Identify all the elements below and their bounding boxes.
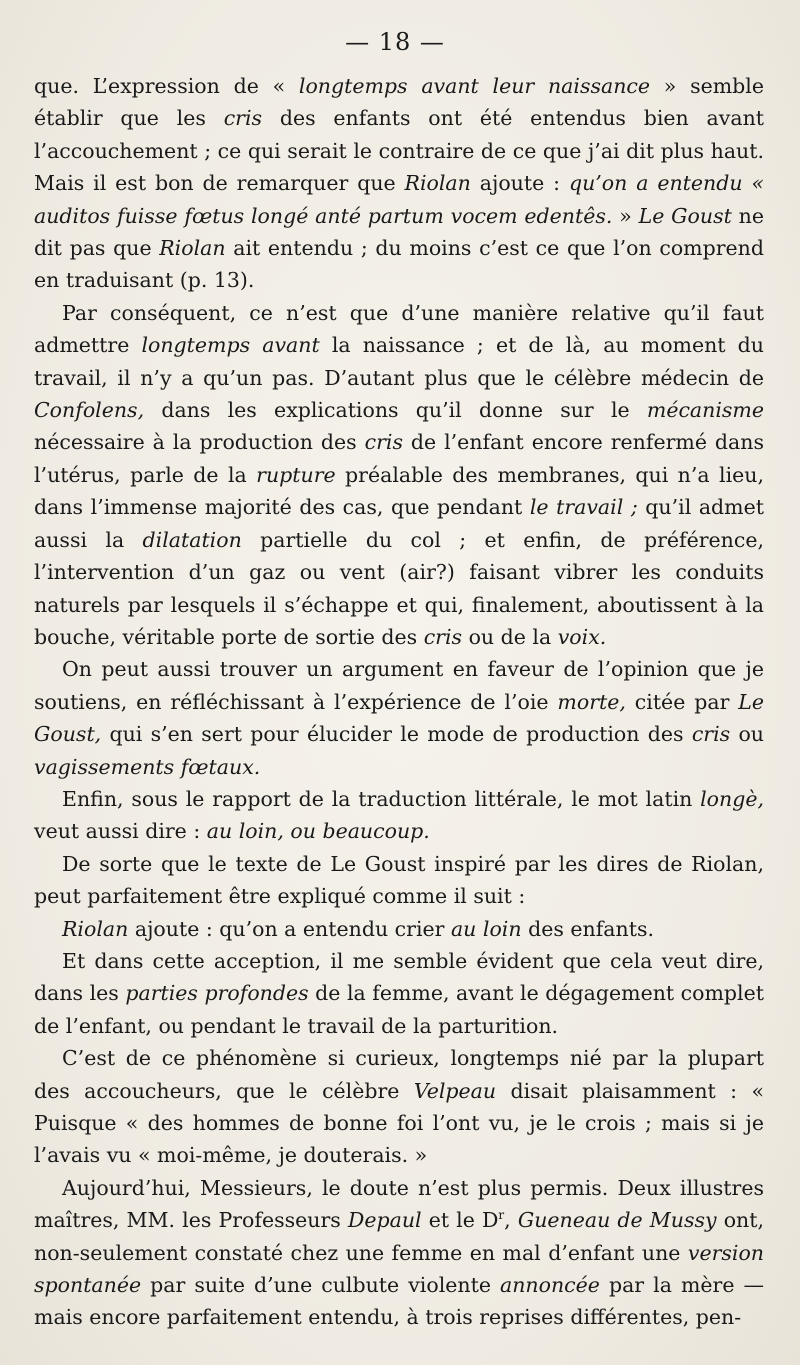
text-run: cris (364, 430, 403, 455)
text-run: ou (730, 722, 764, 747)
paragraph-p1 (34, 70, 764, 297)
text-run: Gueneau de Mussy (517, 1208, 717, 1233)
text-run: ou de la (462, 624, 558, 649)
text-run: ne dit pas que (34, 203, 764, 261)
text-run: citée par (625, 689, 739, 714)
text-run: dans les explications qu’il donne sur le (144, 398, 647, 423)
text-run: , (504, 1208, 518, 1233)
text-run: disait plaisamment : « Puisque « des hommes de bonne foi l’ont vu, je le crois ; mais si je l’avais vu « moi-même, je douterais. » (34, 1078, 764, 1168)
text-run: cris (223, 106, 263, 131)
text-run: dilatation (142, 527, 242, 552)
text-run: qui s’en sert pour élucider le mode de production des (101, 722, 692, 747)
text-run: longè, (700, 786, 764, 811)
text-run: Depaul (347, 1208, 422, 1233)
text-run: veut aussi dire : (34, 819, 207, 844)
text-run: ajoute : (470, 171, 569, 196)
text-run: cris (423, 624, 463, 649)
text-run: ont, non-seulement constaté chez une femme en mal d’enfant une (34, 1208, 764, 1265)
text-run: ajoute : qu’on a entendu crier (128, 916, 451, 941)
text-run: Par conséquent, ce n’est que d’une manière relative qu’il faut admettre (34, 300, 764, 358)
body-text (34, 70, 764, 1334)
text-run: Riolan (404, 171, 471, 196)
text-run: au loin (450, 916, 522, 941)
text-run: qu’on a entendu « auditos fuisse fœtus longé anté partum vocem edentês. (34, 171, 765, 228)
text-run: Riolan (159, 236, 226, 261)
text-run: De sorte que le texte de Le Goust inspiré par les dires de Riolan, peut parfaitement être expliqué comme il suit : (34, 851, 764, 909)
text-run: et le D (421, 1208, 499, 1233)
page-number: — 18 — (345, 28, 445, 56)
text-run: morte, (557, 689, 626, 714)
text-run: Confolens, (34, 398, 145, 423)
text-run: longtemps avant leur naissance (298, 74, 651, 98)
paragraph-p6 (34, 913, 764, 945)
text-run: ait entendu ; du moins c’est ce que l’on comprend en traduisant (p. 13). (34, 236, 764, 293)
text-run: voix. (557, 624, 607, 649)
text-run: Riolan (62, 916, 129, 941)
text-run: version spontanée (34, 1240, 764, 1298)
paragraph-p7 (34, 945, 764, 1042)
text-run: des enfants. (521, 916, 654, 941)
paragraph-p2 (34, 297, 764, 653)
text-run: parties profondes (125, 981, 309, 1006)
text-run: le travail ; (529, 495, 638, 520)
paragraph-p8 (34, 1042, 764, 1172)
text-run: » semble établir que les (34, 74, 764, 131)
text-run: Aujourd’hui, Messieurs, le doute n’est plus permis. Deux illustres maîtres, MM. les Professeurs (34, 1175, 764, 1233)
text-run: Velpeau (413, 1078, 497, 1103)
text-run: Le Goust (638, 203, 732, 228)
text-run: On peut aussi trouver un argument en faveur de l’opinion que je soutiens, en réfléchissant à l’expérience de l’oie (34, 657, 764, 714)
text-run: au loin, ou beaucoup. (206, 819, 430, 844)
text-run: cris (691, 722, 731, 747)
text-run: longtemps avant (141, 333, 320, 358)
text-run: Le Goust, (34, 689, 765, 747)
text-run: qu’il admet aussi la (34, 495, 764, 552)
text-run: partielle du col ; et enfin, de préférence, l’intervention d’un gaz ou vent (air?) faisant vibrer les conduits naturels par lesquels il s’échappe et qui, finalement, aboutissent à la bouche, véritable porte de sortie des (34, 527, 764, 649)
text-run: que. L’expression de « (34, 74, 299, 98)
text-run: des enfants ont été entendus bien avant l’accouchement ; ce qui serait le contraire de ce que j’ai dit plus haut. Mais il est bon de remarquer que (34, 106, 765, 196)
text-run: r (498, 1208, 505, 1223)
paragraph-p5 (34, 848, 764, 913)
text-run: nécessaire à la production des (34, 430, 365, 455)
text-run: » (612, 203, 639, 228)
text-run: préalable des membranes, qui n’a lieu, dans l’immense majorité des cas, que pendant (34, 462, 764, 520)
text-run: vagissements fœtaux. (34, 754, 261, 779)
paragraph-p4 (34, 783, 764, 848)
paragraph-p3 (34, 653, 764, 783)
text-run: de l’enfant encore renfermé dans l’utérus, parle de la (34, 430, 764, 487)
text-run: annoncée (500, 1273, 600, 1298)
text-run: Enfin, sous le rapport de la traduction littérale, le mot latin (62, 786, 701, 811)
text-run: rupture (256, 462, 336, 487)
text-run: la naissance ; et de là, au moment du travail, il n’y a qu’un pas. D’autant plus que le célèbre médecin de (34, 333, 764, 390)
text-run: C’est de ce phénomène si curieux, longtemps nié par la plupart des accoucheurs, que le célèbre (34, 1046, 764, 1103)
text-run: par suite d’une culbute violente (141, 1273, 500, 1298)
paragraph-p9 (34, 1172, 764, 1334)
text-run: de la femme, avant le dégagement complet de l’enfant, ou pendant le travail de la parturition. (34, 981, 764, 1038)
text-run: mécanisme (646, 398, 764, 423)
text-run: par la mère — mais encore parfaitement entendu, à trois reprises différentes, pen- (34, 1273, 764, 1330)
text-run: Et dans cette acception, il me semble évident que cela veut dire, dans les (34, 948, 764, 1006)
